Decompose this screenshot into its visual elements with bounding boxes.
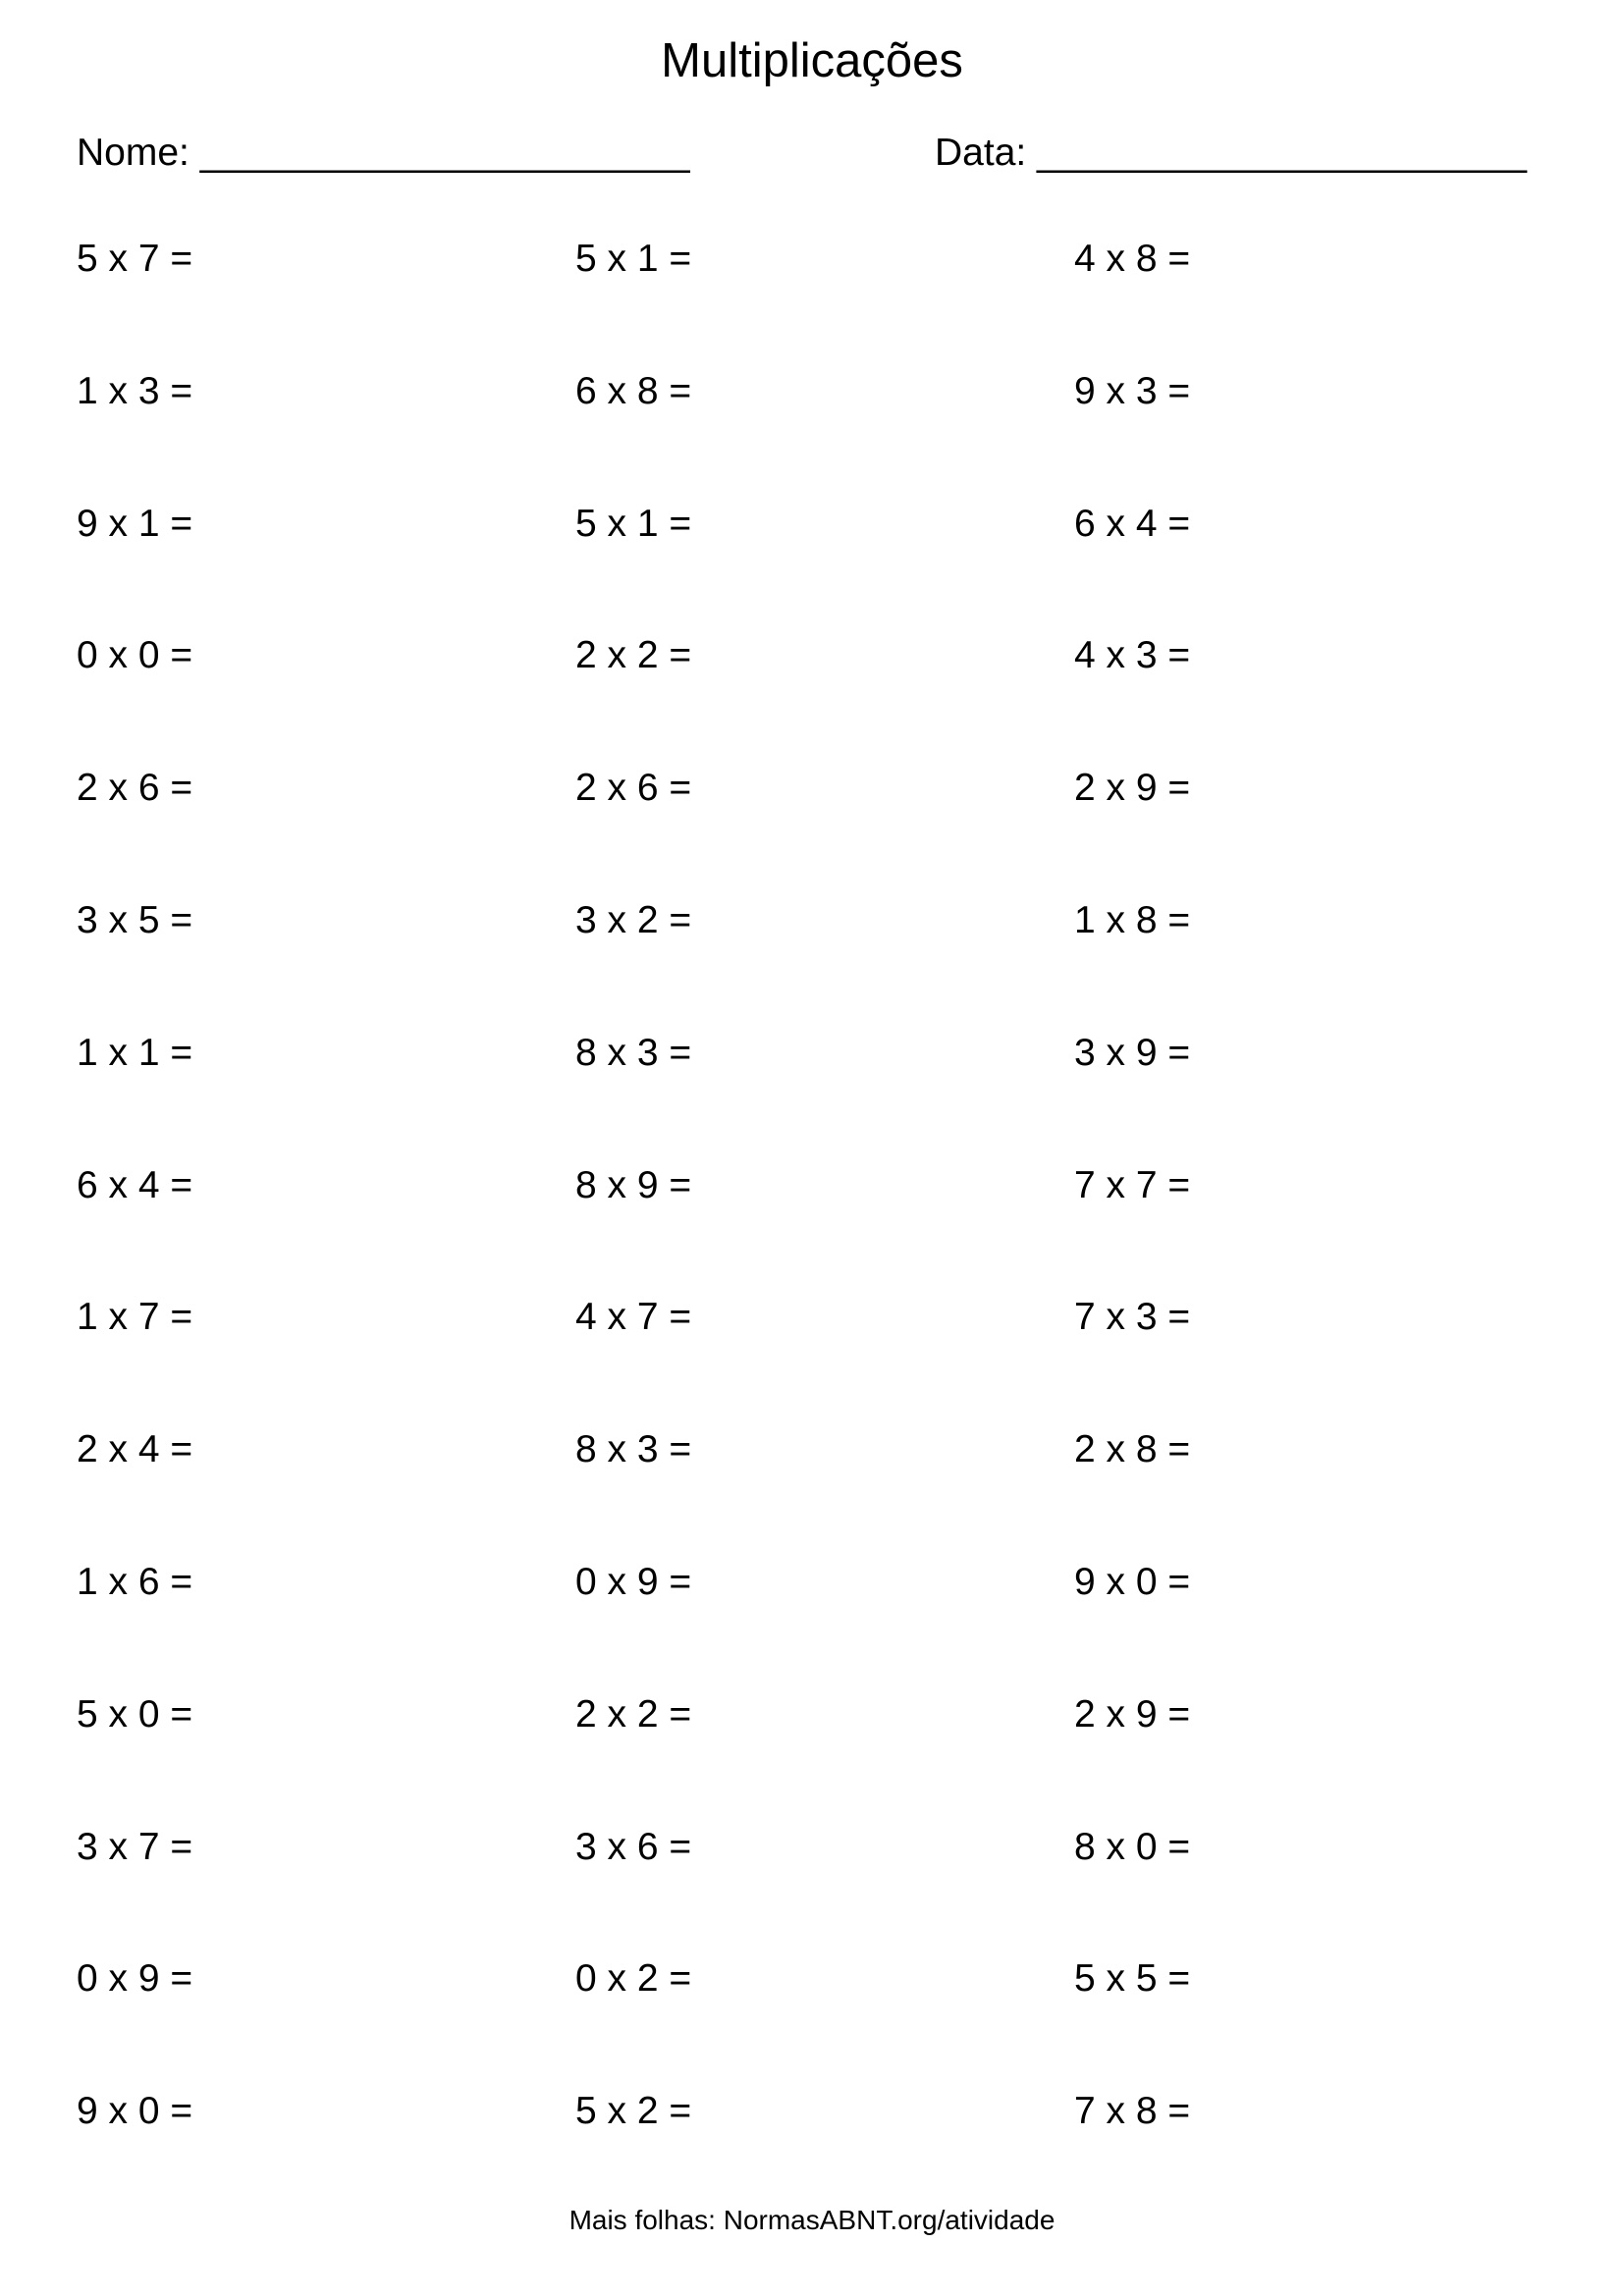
problem-item: 6 x 4 = (77, 1164, 193, 1206)
problem-item: 8 x 9 = (575, 1164, 692, 1206)
problem-item: 8 x 3 = (575, 1032, 692, 1074)
problem-item: 2 x 9 = (1074, 767, 1191, 809)
problem-item: 2 x 6 = (575, 767, 692, 809)
problem-item: 3 x 9 = (1074, 1032, 1191, 1074)
problem-item: 6 x 4 = (1074, 503, 1191, 545)
problem-item: 5 x 5 = (1074, 1957, 1191, 2000)
problem-item: 4 x 8 = (1074, 238, 1191, 280)
problem-item: 1 x 1 = (77, 1032, 193, 1074)
problem-item: 1 x 6 = (77, 1561, 193, 1603)
problem-item: 5 x 1 = (575, 503, 692, 545)
problem-item: 5 x 1 = (575, 238, 692, 280)
problem-item: 9 x 0 = (1074, 1561, 1191, 1603)
footer-link[interactable]: Mais folhas: NormasABNT.org/atividade (568, 2205, 1056, 2235)
date-field[interactable]: Data: _______________________ (935, 132, 1527, 174)
problem-item: 7 x 8 = (1074, 2090, 1191, 2132)
problem-item: 0 x 9 = (77, 1957, 193, 2000)
problem-item: 9 x 3 = (1074, 370, 1191, 412)
problem-item: 2 x 6 = (77, 767, 193, 809)
problem-item: 9 x 0 = (77, 2090, 193, 2132)
problem-item: 2 x 9 = (1074, 1693, 1191, 1735)
name-field[interactable]: Nome: _______________________ (77, 132, 690, 174)
problem-item: 8 x 3 = (575, 1428, 692, 1470)
problem-item: 2 x 8 = (1074, 1428, 1191, 1470)
problem-item: 3 x 5 = (77, 899, 193, 941)
problem-item: 0 x 9 = (575, 1561, 692, 1603)
problem-item: 8 x 0 = (1074, 1826, 1191, 1868)
problem-item: 3 x 7 = (77, 1826, 193, 1868)
problem-item: 3 x 6 = (575, 1826, 692, 1868)
problem-item: 2 x 4 = (77, 1428, 193, 1470)
problem-item: 1 x 7 = (77, 1296, 193, 1338)
problem-item: 5 x 7 = (77, 238, 193, 280)
problem-item: 5 x 2 = (575, 2090, 692, 2132)
problem-item: 1 x 8 = (1074, 899, 1191, 941)
problem-item: 1 x 3 = (77, 370, 193, 412)
problem-item: 6 x 8 = (575, 370, 692, 412)
problem-item: 7 x 7 = (1074, 1164, 1191, 1206)
problem-item: 7 x 3 = (1074, 1296, 1191, 1338)
problem-item: 3 x 2 = (575, 899, 692, 941)
problem-item: 0 x 0 = (77, 634, 193, 676)
problem-item: 5 x 0 = (77, 1693, 193, 1735)
problem-item: 9 x 1 = (77, 503, 193, 545)
problem-item: 4 x 7 = (575, 1296, 692, 1338)
problem-item: 2 x 2 = (575, 1693, 692, 1735)
worksheet-title: Multiplicações (661, 34, 963, 87)
problem-item: 4 x 3 = (1074, 634, 1191, 676)
problem-item: 0 x 2 = (575, 1957, 692, 2000)
problem-item: 2 x 2 = (575, 634, 692, 676)
